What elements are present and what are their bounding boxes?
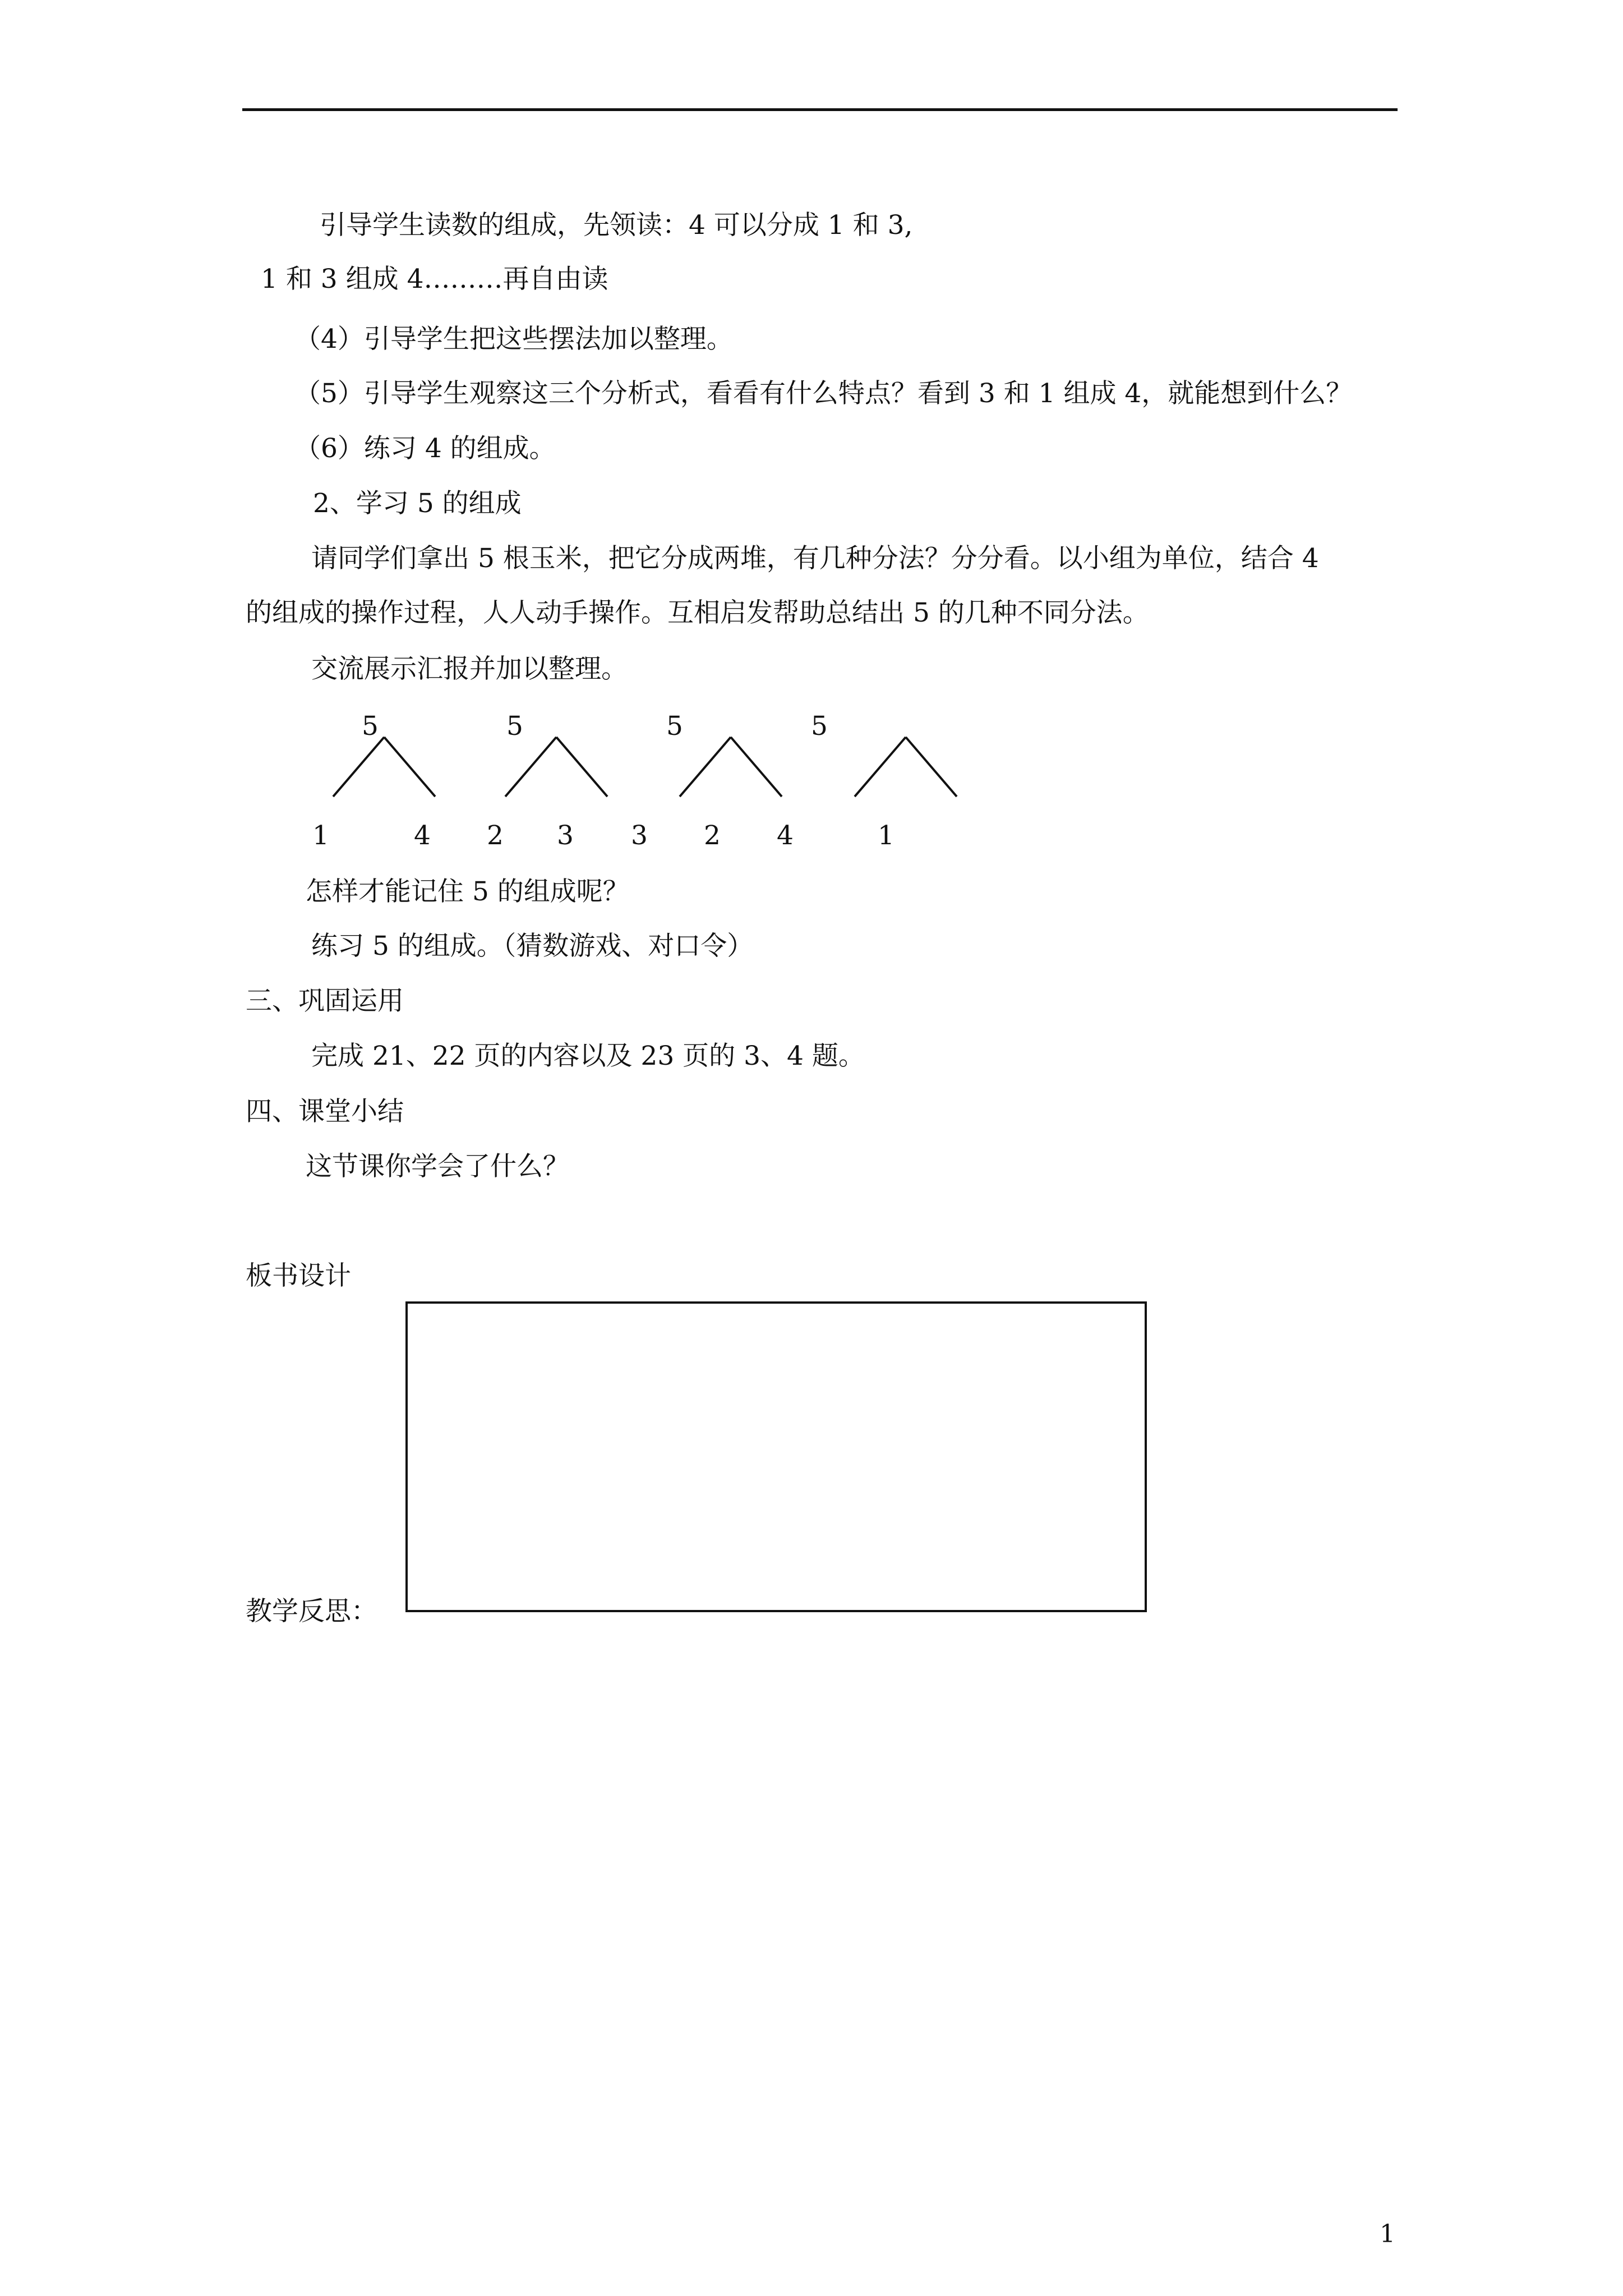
tree-4-right: 1	[878, 820, 895, 851]
tree-3-right: 2	[704, 820, 721, 851]
tree-2-right: 3	[557, 820, 574, 851]
header-rule	[242, 108, 1398, 111]
text-line-4: （5）引导学生观察这三个分析式，看看有什么特点？看到 3 和 1 组成 4，就能想到什么？	[294, 378, 1353, 409]
board-design-label: 板书设计	[246, 1260, 351, 1291]
tree-3-left: 3	[631, 820, 648, 851]
section-heading-learn-5: 2、学习 5 的组成	[313, 488, 522, 519]
tree-1-left: 1	[312, 820, 329, 851]
tree-1-branches	[331, 735, 437, 799]
text-line-1: 引导学生读数的组成，先领读：4 可以分成 1 和 3,	[320, 210, 913, 241]
page-number: 1	[1380, 2220, 1395, 2248]
text-line-3: （4）引导学生把这些摆法加以整理。	[294, 324, 733, 355]
section-heading-consolidate: 三、巩固运用	[246, 986, 404, 1016]
text-line-8: 的组成的操作过程，人人动手操作。互相启发帮助总结出 5 的几种不同分法。	[246, 597, 1149, 628]
tree-4-branches	[852, 735, 959, 799]
tree-2-branches	[503, 735, 610, 799]
teaching-reflection-label: 教学反思：	[246, 1596, 377, 1627]
tree-1-top: 5	[362, 711, 379, 742]
text-line-10: 怎样才能记住 5 的组成呢？	[306, 876, 629, 907]
tree-4-left: 4	[777, 820, 794, 851]
text-line-5: （6）练习 4 的组成。	[294, 433, 556, 464]
board-design-box	[405, 1301, 1147, 1612]
text-line-2: 1 和 3 组成 4………再自由读	[261, 264, 608, 295]
tree-3-top: 5	[666, 711, 683, 742]
text-line-11: 练习 5 的组成。（猜数游戏、对口令）	[311, 931, 754, 961]
section-heading-summary: 四、课堂小结	[246, 1096, 404, 1127]
tree-1-right: 4	[414, 820, 431, 851]
tree-2-top: 5	[506, 711, 523, 742]
tree-4-top: 5	[811, 711, 828, 742]
text-line-7: 请同学们拿出 5 根玉米，把它分成两堆，有几种分法？分分看。以小组为单位，结合 4	[311, 543, 1319, 574]
text-line-9: 交流展示汇报并加以整理。	[311, 654, 628, 684]
text-line-13: 完成 21、22 页的内容以及 23 页的 3、4 题。	[311, 1041, 865, 1071]
text-line-15: 这节课你学会了什么？	[306, 1151, 569, 1182]
tree-3-branches	[677, 735, 784, 799]
tree-2-left: 2	[487, 820, 504, 851]
